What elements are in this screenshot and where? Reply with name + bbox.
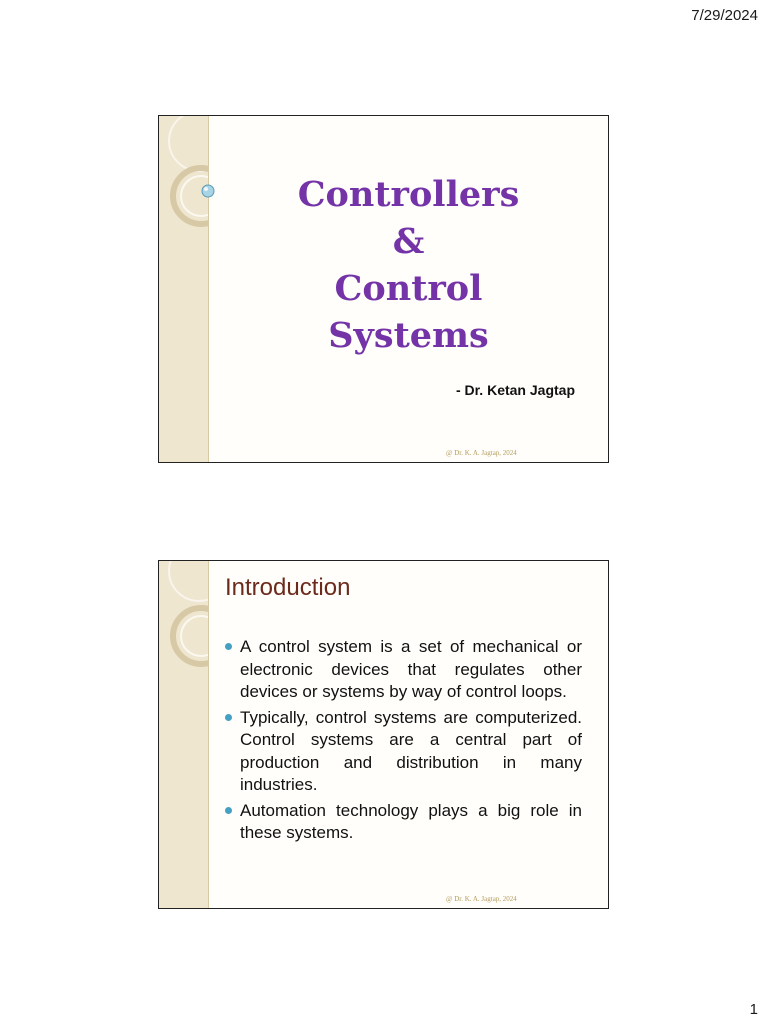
bullet-dot-icon <box>225 643 232 650</box>
bullet-item <box>225 707 582 797</box>
page-date: 7/29/2024 <box>691 7 758 24</box>
slide-main-title <box>209 171 608 359</box>
title-line: Control <box>334 268 483 309</box>
slide-footer: @ Dr. K. A. Jagtap, 2024 <box>446 895 517 903</box>
slide-title-slide <box>158 115 609 463</box>
title-line: Systems <box>328 315 489 356</box>
slide-introduction <box>158 560 609 909</box>
title-line: & <box>392 221 425 262</box>
bullet-item <box>225 800 582 845</box>
bullet-dot-icon <box>225 807 232 814</box>
title-line: Controllers <box>297 174 520 215</box>
slide-footer: @ Dr. K. A. Jagtap, 2024 <box>446 449 517 457</box>
slide-side-band <box>159 116 209 462</box>
bullet-text: Automation technology plays a big role in these systems. <box>240 800 582 842</box>
bullet-text: A control system is a set of mechanical or electronic devices that regulates other devices or systems by way of control loops. <box>240 637 582 701</box>
slide-heading: Introduction <box>225 574 351 601</box>
bullet-list <box>225 636 582 848</box>
page-number: 1 <box>749 1001 758 1018</box>
bullet-dot-icon <box>225 714 232 721</box>
author-name: - Dr. Ketan Jagtap <box>455 382 575 398</box>
decorative-ring-icon <box>159 116 208 462</box>
bullet-item <box>225 636 582 704</box>
bullet-text: Typically, control systems are computerized. Control systems are a central part of production and distribution in many industries. <box>240 707 582 794</box>
slide-side-band <box>159 561 209 908</box>
decorative-ring-icon <box>159 561 208 908</box>
